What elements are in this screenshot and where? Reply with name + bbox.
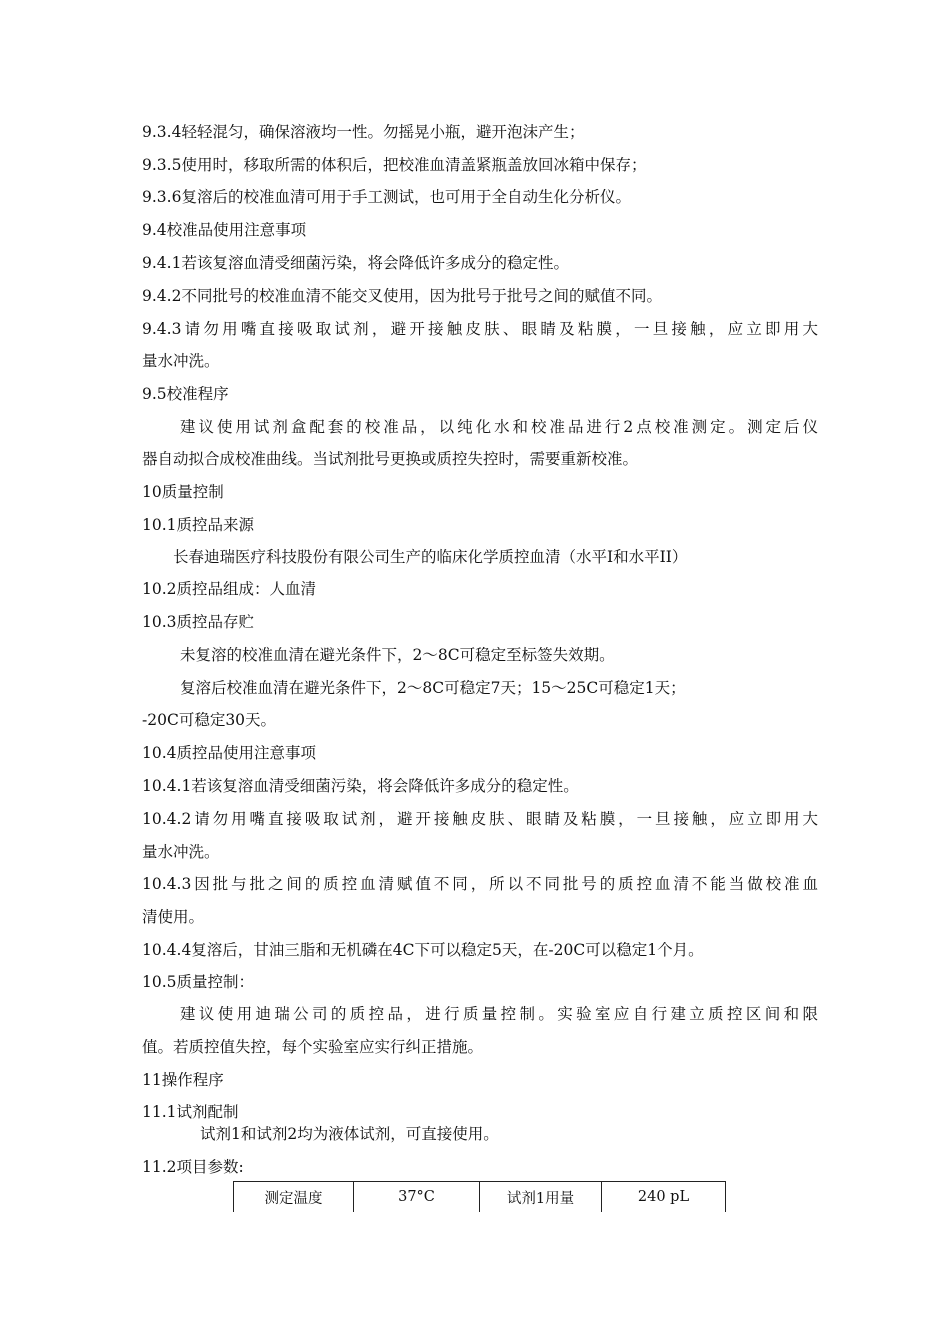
heading-10-4: 10.4质控品使用注意事项: [142, 744, 317, 762]
text-line-10-4-3: 10.4.3因批与批之间的质控血清赋值不同，所以不同批号的质控血清不能当做校准血: [142, 875, 818, 893]
table-cell: 240 pL: [602, 1182, 726, 1213]
heading-10: 10质量控制: [142, 483, 224, 501]
text-storage-reconstituted: 复溶后校准血清在避光条件下，2〜8C可稳定7天；15〜25C可稳定1天；: [180, 679, 686, 697]
heading-11-2: 11.2项目参数:: [142, 1158, 244, 1176]
text-line-10-4-3-cont: 清使用。: [142, 908, 205, 926]
text-line-10-4-4: 10.4.4复溶后，甘油三脂和无机磷在4C下可以稳定5天，在-20C可以稳定1个月。: [142, 941, 704, 959]
heading-11-1: 11.1试剂配制: [142, 1103, 239, 1121]
text-line-9-3-4: 9.3.4轻轻混匀，确保溶液均一性。勿摇晃小瓶，避开泡沫产生；: [142, 123, 585, 141]
text-storage-unreconstituted: 未复溶的校准血清在避光条件下，2〜8C可稳定至标签失效期。: [180, 646, 615, 664]
heading-10-3: 10.3质控品存贮: [142, 613, 255, 631]
text-line-9-4-3-cont: 量水冲洗。: [142, 352, 220, 370]
table-cell: 试剂1用量: [480, 1182, 602, 1213]
text-line-10-4-1: 10.4.1若该复溶血清受细菌污染，将会降低许多成分的稳定性。: [142, 777, 579, 795]
text-line-9-4-1: 9.4.1若该复溶血清受细菌污染，将会降低许多成分的稳定性。: [142, 254, 569, 272]
heading-10-5: 10.5质量控制：: [142, 973, 255, 991]
paragraph-qc-line1: 建议使用迪瑞公司的质控品，进行质量控制。实验室应自行建立质控区间和限: [180, 1005, 818, 1023]
paragraph-calibration-line2: 器自动拟合成校准曲线。当试剂批号更换或质控失控时，需要重新校准。: [142, 450, 639, 468]
table-row: [234, 1182, 726, 1213]
text-line-9-3-5: 9.3.5使用时，移取所需的体积后，把校准血清盖紧瓶盖放回冰箱中保存；: [142, 156, 647, 174]
heading-10-2: 10.2质控品组成：人血清: [142, 580, 317, 598]
heading-9-5: 9.5校准程序: [142, 385, 229, 403]
table-cell: 测定温度: [234, 1182, 354, 1213]
heading-10-1: 10.1质控品来源: [142, 516, 255, 534]
text-line-9-4-2: 9.4.2不同批号的校准血清不能交叉使用，因为批号于批号之间的赋值不同。: [142, 287, 662, 305]
text-line-9-3-6: 9.3.6复溶后的校准血清可用于手工测试，也可用于全自动生化分析仪。: [142, 188, 631, 206]
text-line-10-4-2: 10.4.2请勿用嘴直接吸取试剂，避开接触皮肤、眼睛及粘膜，一旦接触，应立即用大: [142, 810, 818, 828]
paragraph-qc-line2: 值。若质控值失控，每个实验室应实行纠正措施。: [142, 1038, 484, 1056]
text-qc-source: 长春迪瑞医疗科技股份有限公司生产的临床化学质控血清（水平I和水平II）: [173, 548, 688, 566]
heading-9-4: 9.4校准品使用注意事项: [142, 221, 307, 239]
heading-11: 11操作程序: [142, 1071, 224, 1089]
table-cell: 37°C: [354, 1182, 480, 1213]
text-storage-frozen: -20C可稳定30天。: [142, 711, 277, 729]
text-line-9-4-3: 9.4.3请勿用嘴直接吸取试剂，避开接触皮肤、眼睛及粘膜，一旦接触，应立即用大: [142, 320, 818, 338]
paragraph-calibration-line1: 建议使用试剂盒配套的校准品，以纯化水和校准品进行2点校准测定。测定后仪: [180, 418, 818, 436]
text-line-10-4-2-cont: 量水冲洗。: [142, 843, 220, 861]
params-table: [233, 1181, 726, 1212]
text-reagent-prep: 试剂1和试剂2均为液体试剂，可直接使用。: [200, 1125, 499, 1143]
